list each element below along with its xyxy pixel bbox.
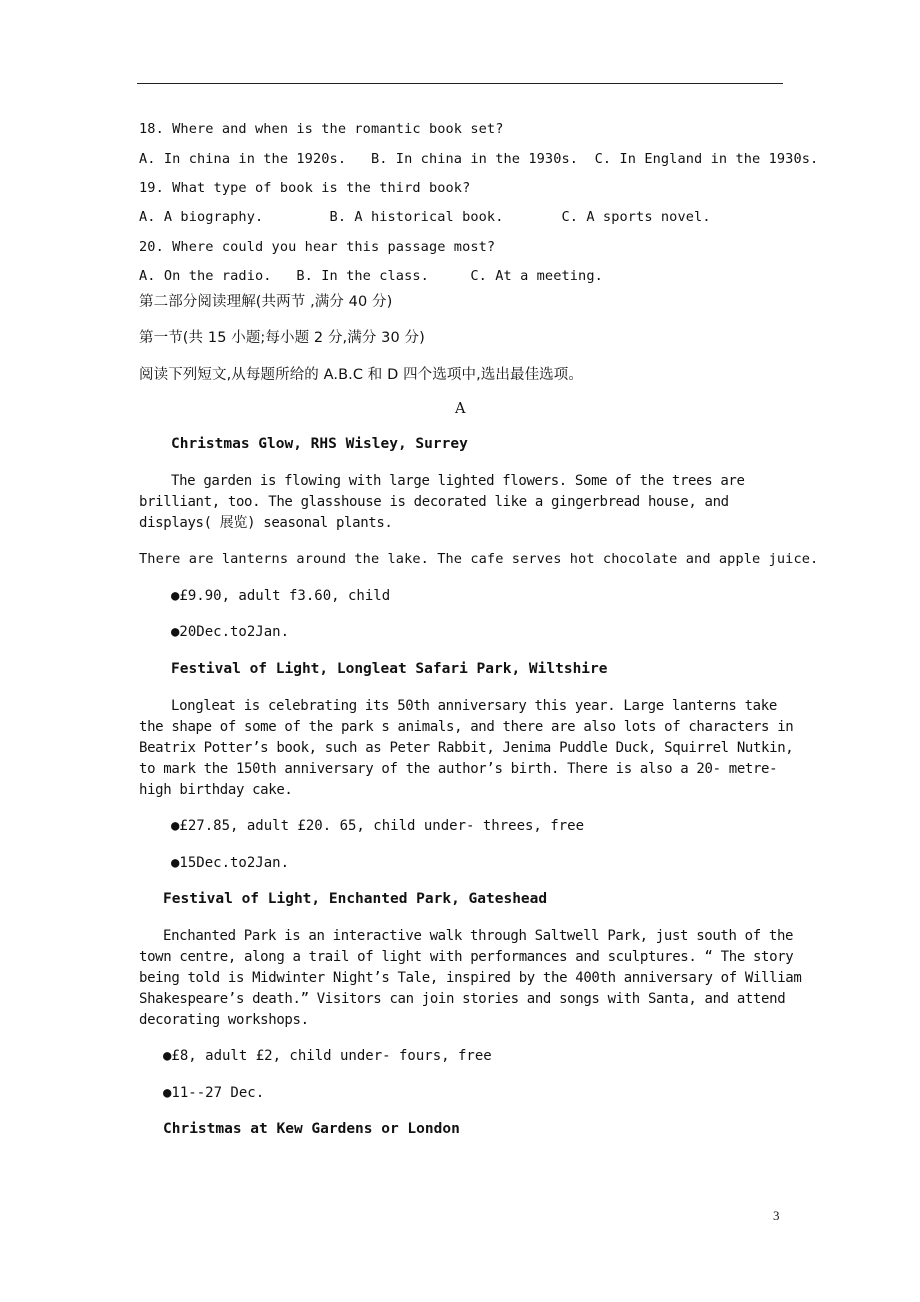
item1-paragraph-2: There are lanterns around the lake. The cafe serves hot chocolate and apple juice. [139, 551, 819, 567]
item2-price: ●£27.85, adult £20. 65, child under- threes, free [171, 818, 585, 834]
item4-heading: Christmas at Kew Gardens or London [163, 1121, 460, 1137]
item2-paragraph: Longleat is celebrating its 50th anniversary this year. Large lanterns take the shape of some of the park s animals, and there are also lots of characters in Beatrix Potter’s book, such as Peter Rabbit, Jenima Puddle Duck, Squirrel Nutkin, to mark the 150th anniversary of the author’s birth. There is also a 20- metre- high birthday cake. [139, 698, 794, 798]
item3-price: ●£8, adult £2, child under- fours, free [163, 1048, 492, 1064]
item1-heading: Christmas Glow, RHS Wisley, Surrey [171, 436, 468, 452]
question-19-options: A. A biography. B. A historical book. C. A sports novel. [139, 209, 711, 225]
item3-dates: ●11--27 Dec. [163, 1085, 265, 1101]
item1-paragraph: The garden is flowing with large lighted flowers. Some of the trees are brilliant, too. The glasshouse is decorated like a gingerbread house, and displays( 展览) seasonal plants. [139, 473, 745, 531]
question-18-options: A. In china in the 1920s. B. In china in the 1930s. C. In England in the 1930s. [139, 151, 819, 167]
item3-heading: Festival of Light, Enchanted Park, Gateshead [163, 891, 548, 907]
question-20-stem: 20. Where could you hear this passage most? [139, 239, 496, 255]
item2-heading: Festival of Light, Longleat Safari Park, Wiltshire [171, 661, 608, 677]
page-number: 3 [773, 1208, 780, 1223]
question-20-options: A. On the radio. B. In the class. C. At a meeting. [139, 268, 603, 284]
section-title: 第一节(共 15 小题;每小题 2 分,满分 30 分) [139, 330, 425, 346]
part-title: 第二部分阅读理解(共两节 ,满分 40 分) [139, 294, 393, 310]
item1-dates: ●20Dec.to2Jan. [171, 624, 290, 640]
question-18-stem: 18. Where and when is the romantic book set? [139, 121, 504, 137]
header-rule [137, 83, 783, 84]
item3-paragraph: Enchanted Park is an interactive walk through Saltwell Park, just south of the town centre, along a trail of light with performances and sculptures. “ The story being told is Midwinter Night’s Tale, inspired by the 400th anniversary of William Shakespeare’s death.” Visitors can join stories and songs with Santa, and attend decorating workshops. [139, 928, 802, 1028]
question-19-stem: 19. What type of book is the third book? [139, 180, 471, 196]
item2-dates: ●15Dec.to2Jan. [171, 855, 290, 871]
passage-label: A [455, 401, 466, 417]
item1-price: ●£9.90, adult f3.60, child [171, 588, 391, 604]
instruction: 阅读下列短文,从每题所给的 A.B.C 和 D 四个选项中,选出最佳选项。 [139, 367, 583, 383]
